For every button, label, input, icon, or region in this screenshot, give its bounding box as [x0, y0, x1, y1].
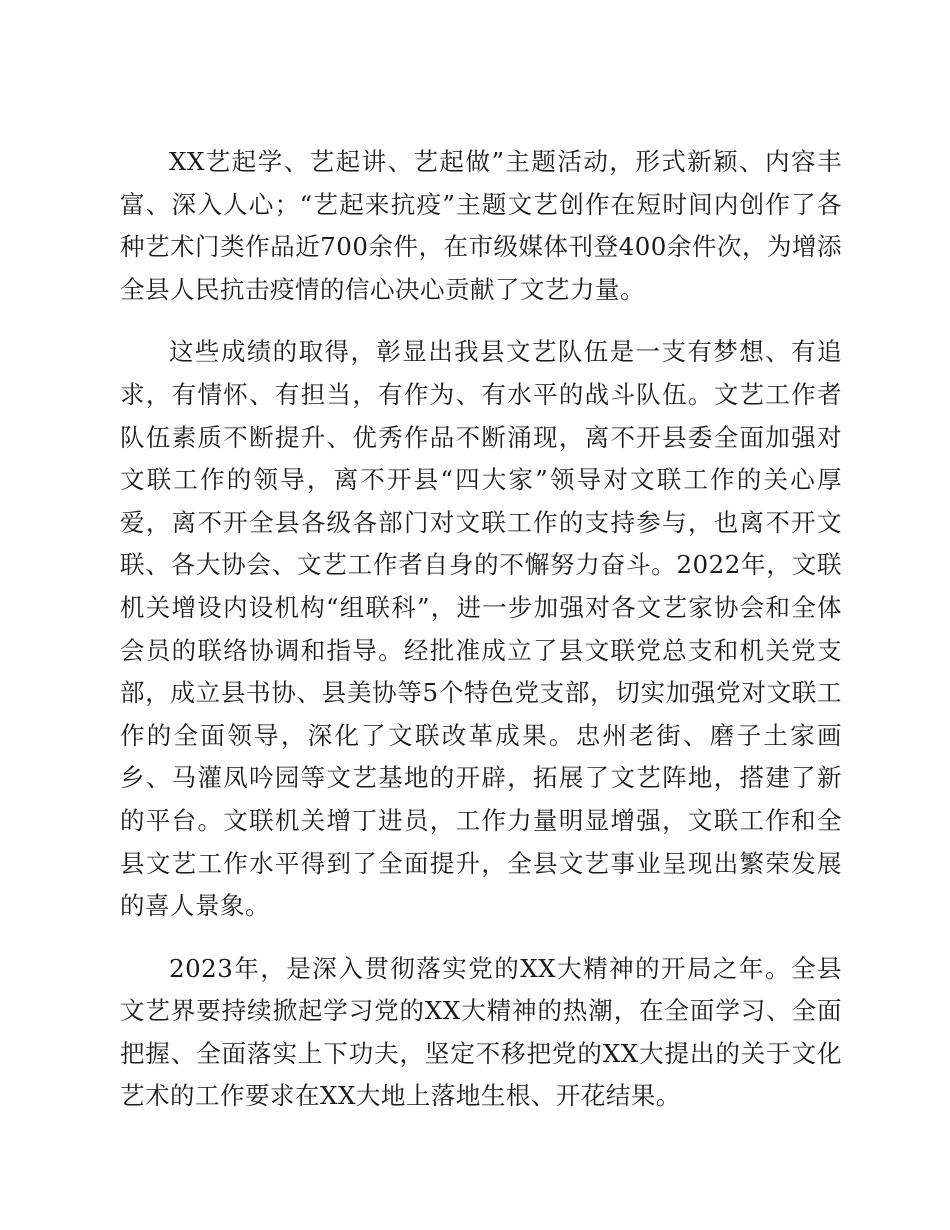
- document-body: [120, 141, 842, 1138]
- paragraph-2: 这些成绩的取得，彰显出我县文艺队伍是一支有梦想、有追求，有情怀、有担当，有作为、有水平的战斗队伍。文艺工作者队伍素质不断提升、优秀作品不断涌现，离不开县委全面加强对文联工作的领导，离不开县“四大家”领导对文联工作的关心厚爱，离不开全县各级各部门对文联工作的支持参与，也离不开文联、各大协会、文艺工作者自身的不懈努力奋斗。2022年，文联机关增设内设机构“组联科”，进一步加强对各文艺家协会和全体会员的联络协调和指导。经批准成立了县文联党总支和机关党支部，成立县书协、县美协等5个特色党支部，切实加强党对文联工作的全面领导，深化了文联改革成果。忠州老街、磨子土家画乡、马灌凤吟园等文艺基地的开辟，拓展了文艺阵地，搭建了新的平台。文联机关增丁进员，工作力量明显增强，文联工作和全县文艺工作水平得到了全面提升，全县文艺事业呈现出繁荣发展的喜人景象。: [120, 337, 842, 921]
- paragraph-3: 2023年，是深入贯彻落实党的XX大精神的开局之年。全县文艺界要持续掀起学习党的XX大精神的热潮，在全面学习、全面把握、全面落实上下功夫，坚定不移把党的XX大提出的关于文化艺术的工作要求在XX大地上落地生根、开花结果。: [120, 953, 842, 1111]
- paragraph-1: XX艺起学、艺起讲、艺起做”主题活动，形式新颖、内容丰富、深入人心；“艺起来抗疫”主题文艺创作在短时间内创作了各种艺术门类作品近700余件，在市级媒体刊登400余件次，为增添全县人民抗击疫情的信心决心贡献了文艺力量。: [120, 147, 842, 304]
